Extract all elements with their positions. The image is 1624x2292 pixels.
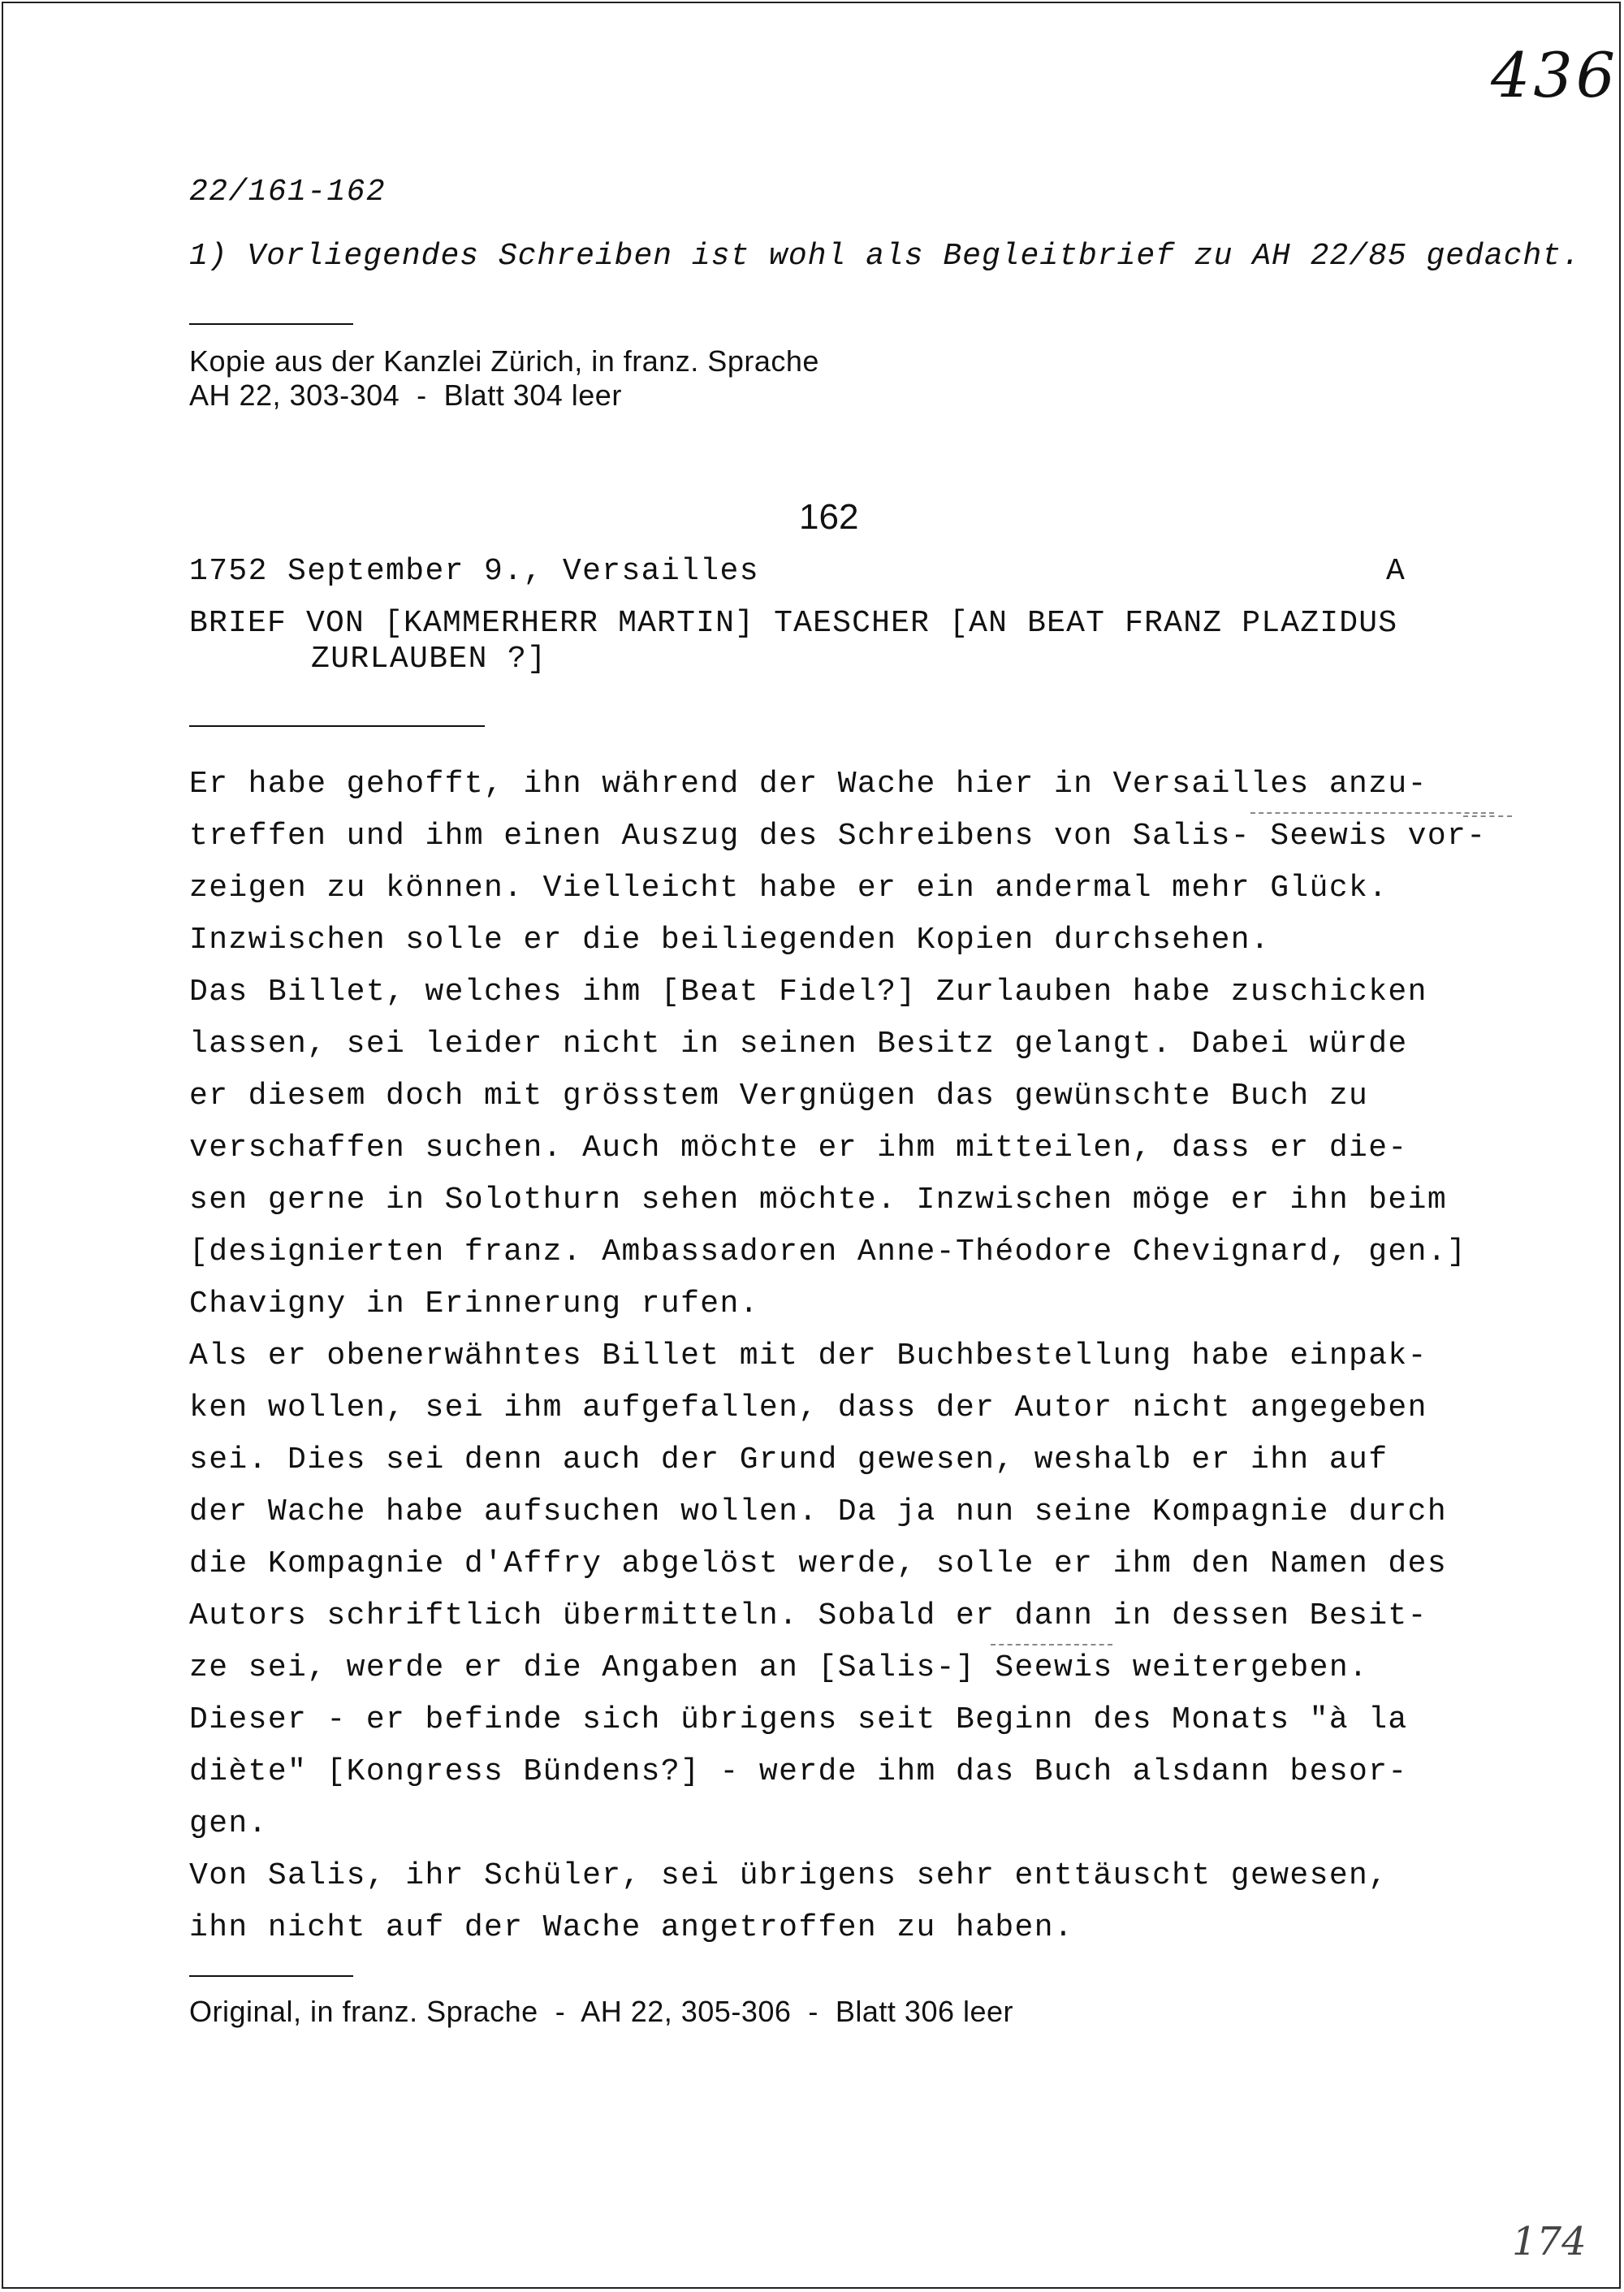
source-line: Original, in franz. Sprache - AH 22, 305-306 - Blatt 306 leer <box>189 1995 1014 2028</box>
body-line: verschaffen suchen. Auch möchte er ihm mitteilen, dass er die- <box>189 1131 1408 1165</box>
body-line: der Wache habe aufsuchen wollen. Da ja nun seine Kompagnie durch <box>189 1494 1448 1529</box>
correction-mark <box>991 1644 1112 1645</box>
previous-source-line-2: AH 22, 303-304 - Blatt 304 leer <box>189 378 622 412</box>
title-separator <box>189 725 485 727</box>
letter-title-line-1: BRIEF VON [KAMMERHERR MARTIN] TAESCHER [AN BEAT FRANZ PLAZIDUS <box>189 606 1398 641</box>
body-line: Das Billet, welches ihm [Beat Fidel?] Zurlauben habe zuschicken <box>189 975 1427 1010</box>
body-line: ihn nicht auf der Wache angetroffen zu haben. <box>189 1910 1074 1945</box>
previous-source-line-1: Kopie aus der Kanzlei Zürich, in franz. Sprache <box>189 344 819 378</box>
body-line: er diesem doch mit grösstem Vergnügen das gewünschte Buch zu <box>189 1079 1369 1114</box>
footnote: 1) Vorliegendes Schreiben ist wohl als Begleitbrief zu AH 22/85 gedacht. <box>189 239 1581 274</box>
body-line: sei. Dies sei denn auch der Grund gewesen, weshalb er ihn auf <box>189 1442 1389 1477</box>
document-reference: 22/161-162 <box>189 175 387 210</box>
source-separator <box>189 1975 353 1977</box>
body-line: sen gerne in Solothurn sehen möchte. Inzwischen möge er ihn beim <box>189 1183 1448 1217</box>
body-line: lassen, sei leider nicht in seinen Besitz gelangt. Dabei würde <box>189 1027 1408 1062</box>
correction-mark <box>1463 815 1512 817</box>
footnote-separator <box>189 323 353 325</box>
body-line: Als er obenerwähntes Billet mit der Buchbestellung habe einpak- <box>189 1338 1427 1373</box>
handwritten-page-number: 436 <box>1491 39 1619 111</box>
body-line: die Kompagnie d'Affry abgelöst werde, solle er ihm den Namen des <box>189 1546 1448 1581</box>
body-line: ze sei, werde er die Angaben an [Salis-] Seewis weitergeben. <box>189 1650 1369 1685</box>
body-line: diète" [Kongress Bündens?] - werde ihm das Buch alsdann besor- <box>189 1754 1408 1789</box>
body-line: ken wollen, sei ihm aufgefallen, dass der Autor nicht angegeben <box>189 1390 1427 1425</box>
body-line: gen. <box>189 1806 268 1841</box>
body-line: [designierten franz. Ambassadoren Anne-Théodore Chevignard, gen.] <box>189 1235 1467 1269</box>
letter-summary <box>189 759 1487 1954</box>
body-line: Er habe gehofft, ihn während der Wache hier in Versailles anzu- <box>189 767 1427 802</box>
correction-mark <box>1250 812 1494 814</box>
document-number: 162 <box>799 497 859 537</box>
body-line: Inzwischen solle er die beiliegenden Kopien durchsehen. <box>189 923 1271 958</box>
body-line: Chavigny in Erinnerung rufen. <box>189 1287 759 1321</box>
body-line: Autors schriftlich übermitteln. Sobald er dann in dessen Besit- <box>189 1598 1427 1633</box>
body-line: Dieser - er befinde sich übrigens seit Beginn des Monats "à la <box>189 1702 1408 1737</box>
date-place: 1752 September 9., Versailles <box>189 554 759 589</box>
handwritten-archive-number: 174 <box>1512 2219 1587 2264</box>
body-line: treffen und ihm einen Auszug des Schreibens von Salis- Seewis vor- <box>189 819 1487 854</box>
body-line: zeigen zu können. Vielleicht habe er ein andermal mehr Glück. <box>189 871 1389 906</box>
letter-type: A <box>1386 554 1406 589</box>
body-line: Von Salis, ihr Schüler, sei übrigens sehr enttäuscht gewesen, <box>189 1858 1389 1893</box>
letter-title-line-2: ZURLAUBEN ?] <box>311 642 547 677</box>
